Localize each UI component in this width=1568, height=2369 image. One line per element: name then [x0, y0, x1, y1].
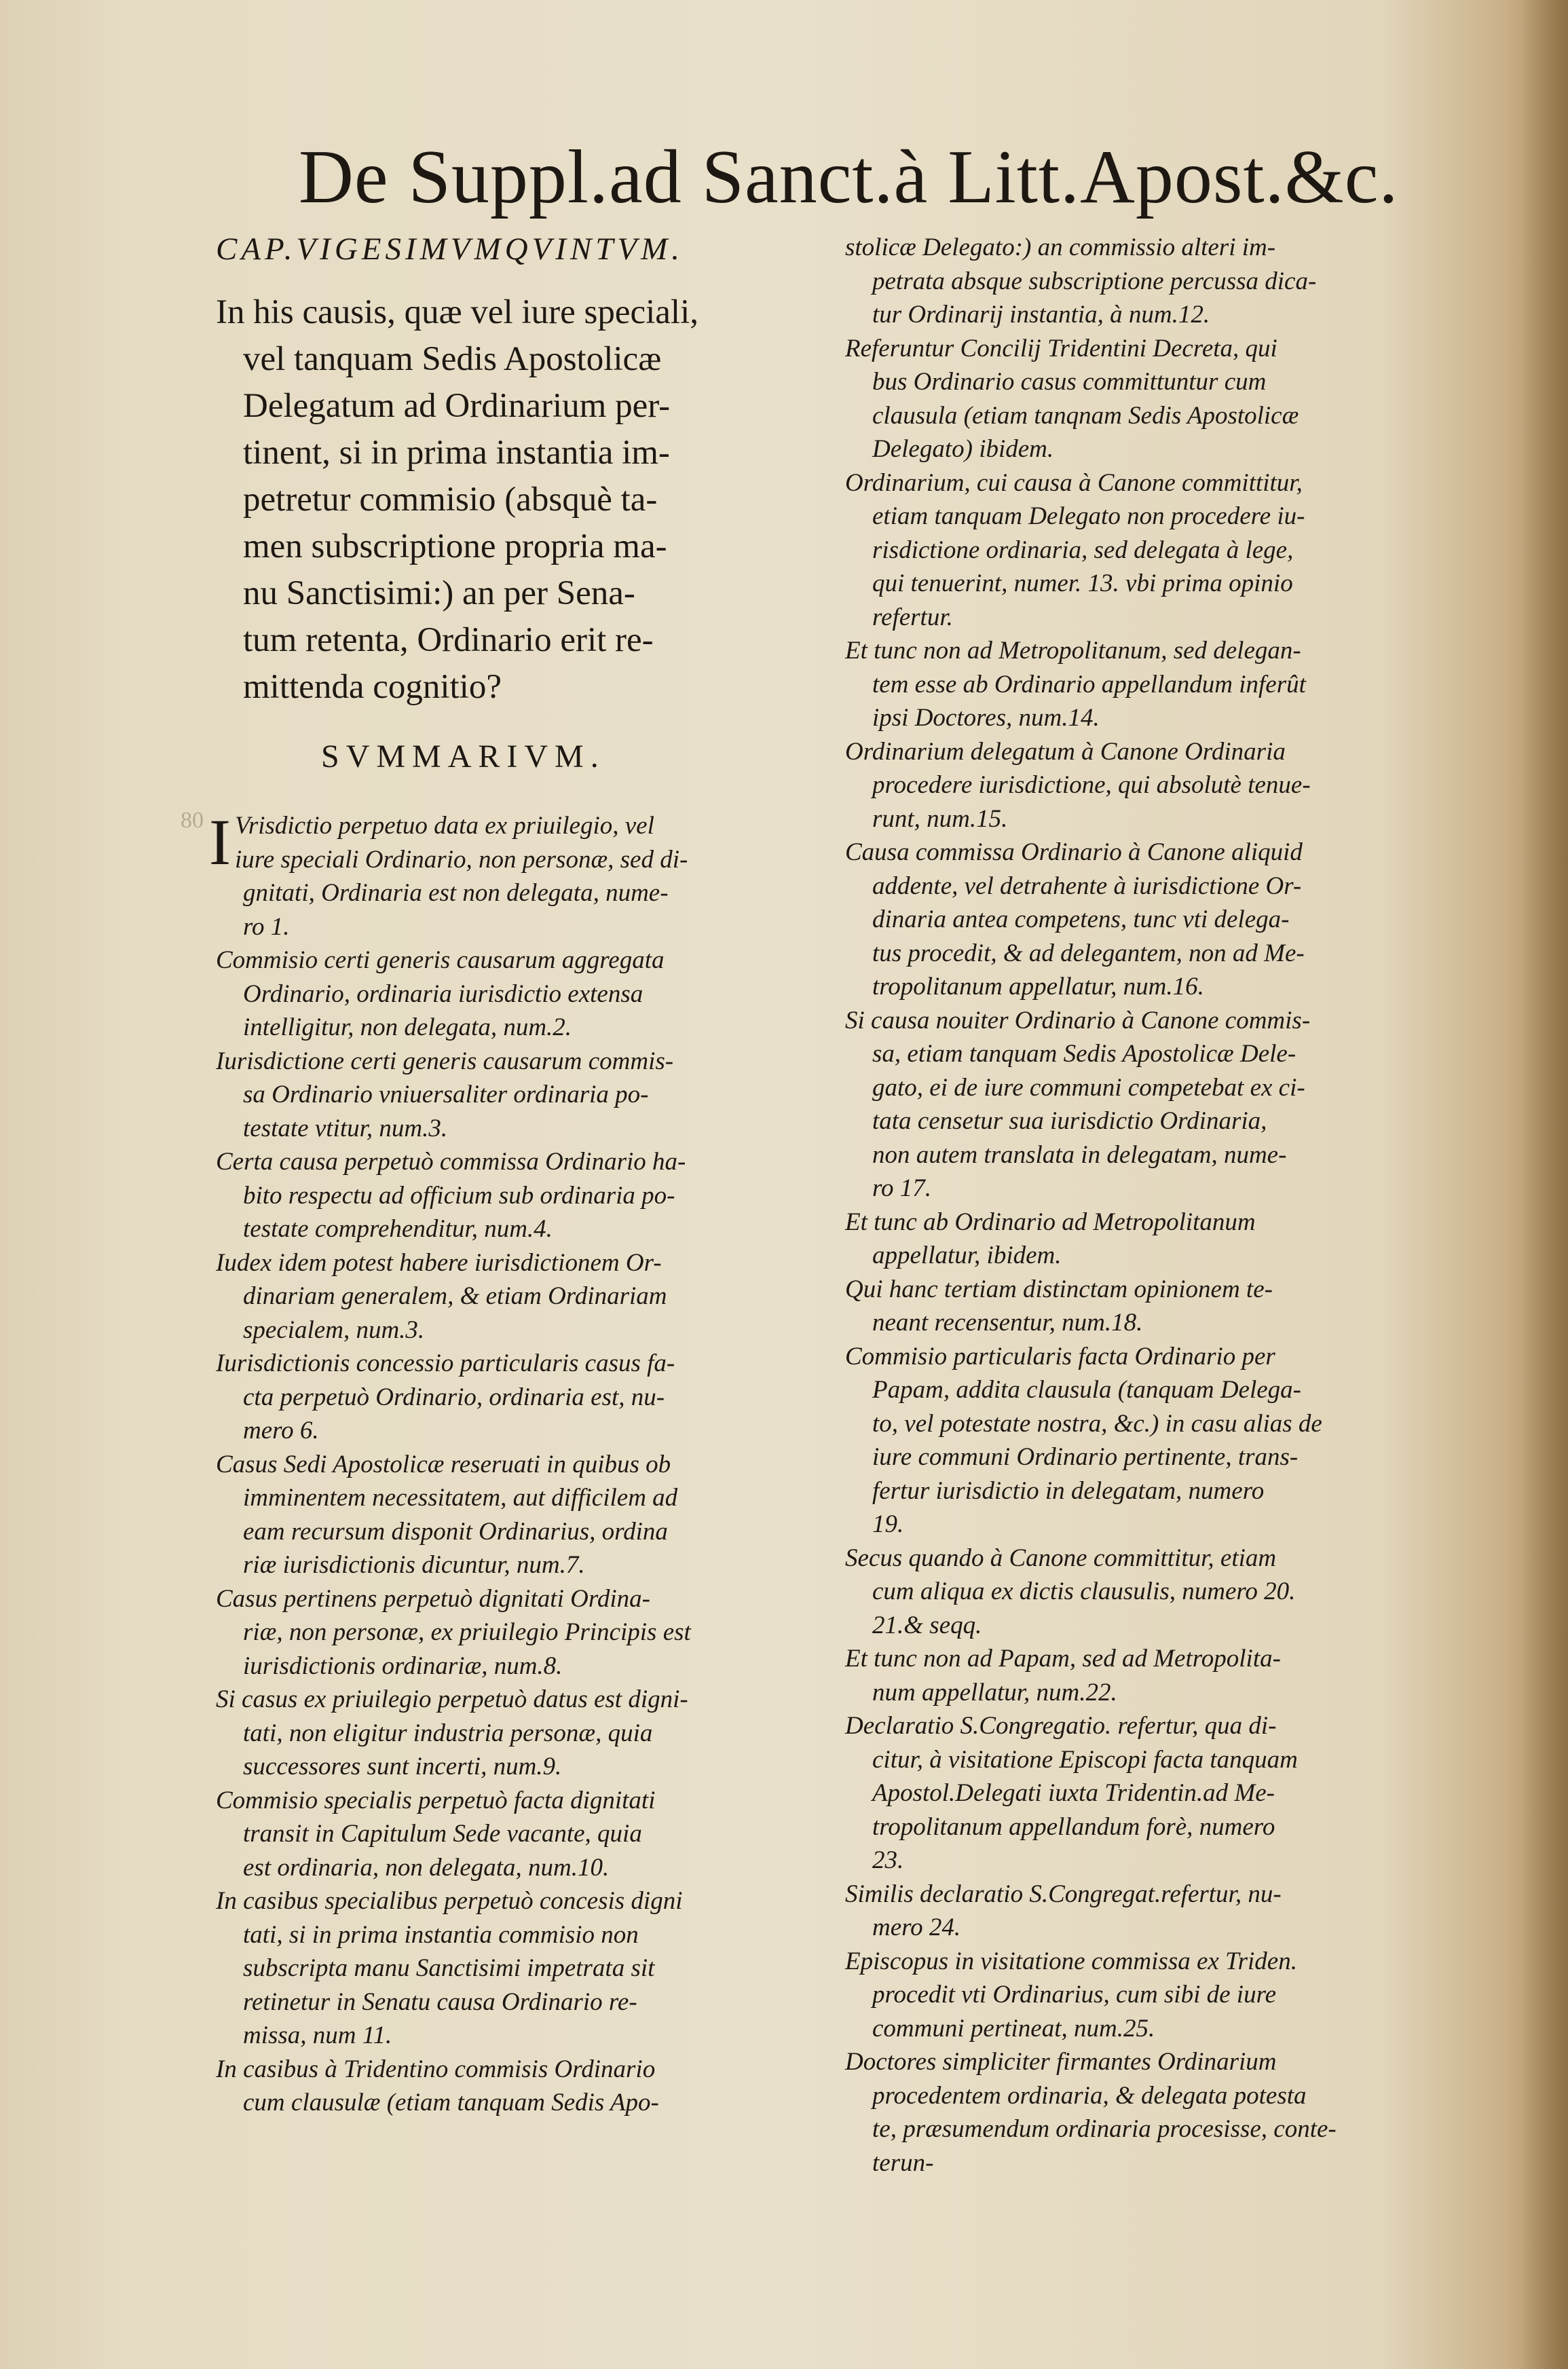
entry-line: transit in Capitulum Sede vacante, quia — [243, 1820, 642, 1848]
chapter-heading: CAP.VIGESIMVMQVINTVM. — [216, 231, 684, 267]
entry-line: riæ iurisdictionis dicuntur, num.7. — [243, 1551, 585, 1579]
entry-line: 23. — [872, 1846, 904, 1874]
entry-line: runt, num.15. — [872, 804, 1008, 833]
entry-line: communi pertineat, num.25. — [872, 2014, 1155, 2042]
question-line: In his causis, quæ vel iure speciali, — [216, 293, 699, 331]
entry-line: Vrisdictio perpetuo data ex priuilegio, vel — [234, 812, 654, 840]
summary-entries-right — [845, 231, 1442, 2180]
summary-entry — [845, 2045, 1442, 2180]
entry-line: Ordinario, ordinaria iurisdictio extensa — [243, 980, 643, 1008]
entry-line: terun- — [872, 2148, 934, 2177]
entry-line: Commisio specialis perpetuò facta dignitati — [216, 1786, 656, 1814]
entry-line: tropolitanum appellatur, num.16. — [872, 973, 1204, 1001]
entry-line: testate comprehenditur, num.4. — [243, 1215, 553, 1243]
entry-line: eam recursum disponit Ordinarius, ordina — [243, 1517, 668, 1546]
entry-line: testate vtitur, num.3. — [243, 1114, 448, 1142]
entry-line: mero 6. — [243, 1417, 319, 1444]
summary-entry — [845, 836, 1442, 1004]
entry-line: Ordinarium delegatum à Canone Ordinaria — [845, 737, 1286, 766]
entry-line: Ordinarium, cui causa à Canone committitur, — [845, 468, 1303, 497]
summary-entry — [216, 1582, 813, 1683]
entry-line: Et tunc non ad Papam, sed ad Metropolita- — [845, 1645, 1281, 1673]
summary-entry — [845, 1206, 1442, 1273]
entry-line: Iudex idem potest habere iurisdictionem Or- — [216, 1248, 662, 1277]
entry-line: Iurisdictione certi generis causarum commis- — [216, 1047, 674, 1075]
entry-line: clausula (etiam tanqnam Sedis Apostolicæ — [872, 401, 1299, 430]
entry-line: appellatur, ibidem. — [872, 1242, 1062, 1269]
entry-line: non autem translata in delegatam, nume- — [872, 1140, 1287, 1169]
entry-line: retinetur in Senatu causa Ordinario re- — [243, 1988, 637, 2016]
question-line: tum retenta, Ordinario erit re- — [243, 621, 654, 659]
entry-line: refertur. — [872, 603, 953, 631]
entry-line: Si causa nouiter Ordinario à Canone commis- — [845, 1006, 1311, 1034]
entry-line: tus procedit, & ad delegantem, non ad Me- — [872, 939, 1305, 967]
entry-line: tata censetur sua iurisdictio Ordinaria, — [872, 1107, 1267, 1135]
summary-entries-left — [209, 806, 813, 2120]
entry-line: Similis declaratio S.Congregat.refertur, nu- — [845, 1880, 1282, 1908]
entry-line: Certa causa perpetuò commissa Ordinario ha- — [216, 1148, 686, 1176]
entry-line: Doctores simpliciter firmantes Ordinarium — [845, 2048, 1277, 2076]
entry-line: Referuntur Concilij Tridentini Decreta, qui — [845, 334, 1277, 362]
entry-line: neant recensentur, num.18. — [872, 1309, 1143, 1337]
summary-entry — [845, 1642, 1442, 1709]
entry-line: In casibus specialibus perpetuò concesis digni — [216, 1887, 683, 1915]
summary-entry — [216, 1683, 813, 1784]
entry-line: Declaratio S.Congregatio. refertur, qua di- — [845, 1712, 1277, 1740]
summary-entry — [209, 806, 813, 944]
entry-line: fertur iurisdictio in delegatam, numero — [872, 1476, 1265, 1505]
summary-entry — [845, 1878, 1442, 1945]
summary-entry — [845, 466, 1442, 635]
summary-heading: SVMMARIVM. — [321, 739, 605, 775]
entry-line: subscripta manu Sanctisimi impetrata sit — [243, 1954, 655, 1982]
running-head: De Suppl.ad Sanct.à Litt.Apost.&c. — [299, 135, 1399, 219]
entry-line: procedit vti Ordinarius, cum sibi de iure — [872, 1981, 1277, 2009]
entry-line: tur Ordinarij instantia, à num.12. — [872, 301, 1210, 329]
entry-line: cta perpetuò Ordinario, ordinaria est, nu- — [243, 1383, 665, 1411]
entry-line: cum aliqua ex dictis clausulis, numero 20. — [872, 1578, 1296, 1605]
summary-entry — [216, 1246, 813, 1347]
question-line: Delegatum ad Ordinarium per- — [243, 387, 671, 425]
entry-line: gnitati, Ordinaria est non delegata, nume- — [243, 879, 669, 907]
summary-entry — [216, 1448, 813, 1582]
summary-entry — [845, 231, 1442, 332]
entry-line: tropolitanum appellandum forè, numero — [872, 1812, 1275, 1841]
summary-entry — [845, 1004, 1442, 1206]
entry-line: cum clausulæ (etiam tanquam Sedis Apo- — [243, 2089, 659, 2116]
entry-line: stolicæ Delegato:) an commissio alteri im- — [845, 234, 1276, 261]
entry-line: iure communi Ordinario pertinente, trans- — [872, 1443, 1299, 1471]
entry-line: ro 1. — [243, 912, 290, 941]
entry-line: intelligitur, non delegata, num.2. — [243, 1013, 572, 1041]
entry-line: qui tenuerint, numer. 13. vbi prima opinio — [872, 570, 1293, 597]
entry-line: riæ, non personæ, ex priuilegio Principis est — [243, 1618, 691, 1646]
entry-line: tati, non eligitur industria personæ, quia — [243, 1719, 653, 1747]
entry-line: Apostol.Delegati iuxta Tridentin.ad Me- — [872, 1779, 1275, 1807]
entry-line: Casus Sedi Apostolicæ reseruati in quibus ob — [216, 1450, 671, 1478]
summary-entry — [845, 1273, 1442, 1340]
entry-line: risdictione ordinaria, sed delegata à lege, — [872, 536, 1294, 564]
summary-entry — [216, 2053, 813, 2120]
entry-line: 19. — [872, 1510, 904, 1538]
entry-line: successores sunt incerti, num.9. — [243, 1753, 562, 1780]
question-line: mittenda cognitio? — [243, 668, 502, 706]
chapter-question — [216, 289, 813, 711]
entry-line: num appellatur, num.22. — [872, 1678, 1117, 1706]
entry-line: iure speciali Ordinario, non personæ, sed di- — [234, 845, 688, 874]
entry-line: ro 17. — [872, 1174, 932, 1202]
entry-line: Commisio particularis facta Ordinario per — [845, 1342, 1275, 1370]
entry-line: specialem, num.3. — [243, 1316, 425, 1344]
summary-entry — [845, 1340, 1442, 1542]
entry-line: Iurisdictionis concessio particularis casus fa- — [216, 1349, 675, 1377]
question-line: petretur commisio (absquè ta- — [243, 481, 658, 519]
entry-line: dinariam generalem, & etiam Ordinariam — [243, 1282, 667, 1310]
entry-line: te, præsumendum ordinaria procesisse, conte- — [872, 2115, 1337, 2143]
drop-cap: I — [209, 806, 231, 878]
question-line: men subscriptione propria ma- — [243, 527, 667, 565]
summary-entry — [216, 1884, 813, 2053]
entry-line: Si casus ex priuilegio perpetuò datus est digni- — [216, 1685, 688, 1713]
entry-line: est ordinaria, non delegata, num.10. — [243, 1853, 610, 1882]
entry-line: to, vel potestate nostra, &c.) in casu alias de — [872, 1409, 1322, 1438]
entry-line: Et tunc non ad Metropolitanum, sed delegan- — [845, 637, 1301, 665]
entry-line: bito respectu ad officium sub ordinaria po- — [243, 1181, 675, 1210]
summary-entry — [216, 1045, 813, 1146]
summary-entry — [845, 332, 1442, 466]
left-column — [209, 231, 813, 2120]
margin-number: 80 — [181, 808, 204, 833]
entry-line: Et tunc ab Ordinario ad Metropolitanum — [845, 1208, 1256, 1236]
entry-line: 21.& seqq. — [872, 1611, 982, 1639]
summary-entry — [845, 634, 1442, 735]
entry-line: gato, ei de iure communi competebat ex ci- — [872, 1073, 1305, 1102]
question-line: vel tanquam Sedis Apostolicæ — [243, 340, 662, 378]
summary-entry — [845, 1709, 1442, 1878]
right-column — [845, 231, 1442, 2180]
entry-line: tati, si in prima instantia commisio non — [243, 1920, 639, 1949]
entry-line: procedere iurisdictione, qui absolutè tenue- — [872, 771, 1311, 799]
entry-line: sa Ordinario vniuersaliter ordinaria po- — [243, 1081, 649, 1108]
question-line: tinent, si in prima instantia im- — [243, 434, 670, 472]
entry-line: bus Ordinario casus committuntur cum — [872, 368, 1267, 396]
question-line: nu Sanctisimi:) an per Sena- — [243, 574, 635, 612]
entry-line: dinaria antea competens, tunc vti delega- — [872, 906, 1290, 933]
entry-line: Episcopus in visitatione commissa ex Triden. — [845, 1947, 1297, 1975]
entry-line: petrata absque subscriptione percussa dica- — [872, 267, 1317, 295]
entry-line: iurisdictionis ordinariæ, num.8. — [243, 1652, 563, 1680]
entry-line: citur, à visitatione Episcopi facta tanquam — [872, 1745, 1298, 1774]
entry-line: mero 24. — [872, 1914, 961, 1941]
summary-entry — [845, 735, 1442, 836]
entry-line: sa, etiam tanquam Sedis Apostolicæ Dele- — [872, 1040, 1296, 1068]
entry-line: missa, num 11. — [243, 2021, 392, 2049]
entry-line: Delegato) ibidem. — [872, 435, 1054, 463]
entry-line: Casus pertinens perpetuò dignitati Ordina- — [216, 1584, 650, 1613]
entry-line: tem esse ab Ordinario appellandum inferût — [872, 670, 1306, 698]
entry-line: In casibus à Tridentino commisis Ordinario — [216, 2055, 656, 2083]
summary-entry — [216, 1145, 813, 1246]
summary-entry — [845, 1945, 1442, 2046]
summary-entry — [216, 1784, 813, 1885]
entry-line: Commisio certi generis causarum aggregata — [216, 946, 665, 974]
entry-line: procedentem ordinaria, & delegata potesta — [872, 2081, 1307, 2110]
entry-line: addente, vel detrahente à iurisdictione Or- — [872, 872, 1302, 900]
entry-line: Qui hanc tertiam distinctam opinionem te- — [845, 1275, 1273, 1303]
entry-line: imminentem necessitatem, aut difficilem ad — [243, 1484, 678, 1512]
entry-line: ipsi Doctores, num.14. — [872, 704, 1100, 732]
entry-line: etiam tanquam Delegato non procedere iu- — [872, 502, 1305, 530]
entry-line: Causa commissa Ordinario à Canone aliquid — [845, 838, 1303, 866]
entry-line: Papam, addita clausula (tanquam Delega- — [872, 1376, 1301, 1404]
summary-entry — [216, 944, 813, 1045]
summary-entry — [216, 1347, 813, 1448]
page-gutter-shadow — [1520, 0, 1568, 2369]
summary-entry — [845, 1542, 1442, 1643]
entry-line: Secus quando à Canone committitur, etiam — [845, 1544, 1277, 1572]
